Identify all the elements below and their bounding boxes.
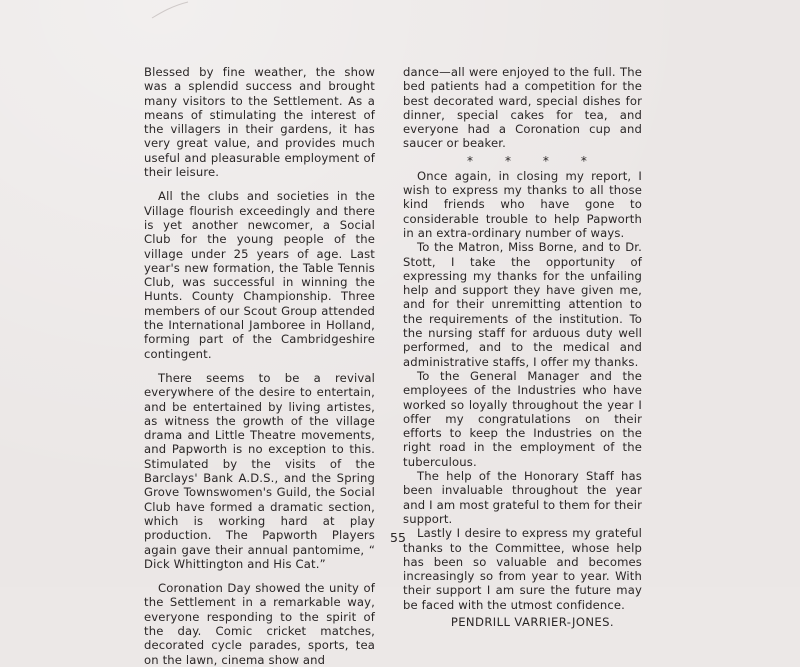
paragraph-matron-doctor: To the Matron, Miss Borne, and to Dr. Stott, I take the opportunity of expressing my thanks for the unfailing help and support they have given me, and for their unremitting attention to the requirements of the institution. To the nursing staff for arduous duty well performed, and to the medical and administrative staffs, I offer my thanks. bbox=[403, 240, 642, 369]
star-glyph: * bbox=[467, 153, 474, 168]
paragraph-industries: To the General Manager and the employees of the Industries who have worked so loyally throughout the year I offer my congratulations on their efforts to keep the Industries on the right road in the employment of the tuberculous. bbox=[403, 368, 642, 469]
paper-crease-mark bbox=[150, 0, 190, 20]
paragraph-clubs-societies: All the clubs and societies in the Village flourish exceedingly and there is yet another newcomer, a Social Club for the young people of the village under 25 years of age. Last year's new formation, the Table Tennis Club, was successful in winning the Hunts. County Championship. Three members of our Scout Group attended the International Jamboree in Holland, forming part of the Cambridgeshire contingent. bbox=[144, 189, 375, 361]
star-glyph: * bbox=[542, 153, 550, 168]
section-divider-stars bbox=[467, 153, 587, 169]
paragraph-drama-revival: There seems to be a revival everywhere of the desire to entertain, and be entertained by living artistes, as witness the growth of the village drama and Little Theatre movements, and Papworth is no exception to this. Stimulated by the visits of the Barclays' Bank A.D.S., and the Spring Grove Townswomen's Guild, the Social Club have formed a dramatic section, which is working hard at play production. The Papworth Players again gave their annual pantomime, “ Dick Whittington and His Cat.” bbox=[144, 370, 375, 571]
star-glyph: * bbox=[580, 153, 587, 168]
paragraph-closing-thanks: Once again, in closing my report, I wish to express my thanks to all those kind friends who have gone to considerable trouble to help Papworth in an extra-ordinary number of ways. bbox=[403, 168, 642, 240]
paragraph-honorary-staff: The help of the Honorary Staff has been invaluable throughout the year and I am most grateful to them for their support. bbox=[403, 469, 642, 526]
paragraph-garden-show: Blessed by fine weather, the show was a splendid success and brought many visitors to the Settlement. As a means of stimulating the interest of the villagers in their gardens, it has very great value, and provides much useful and pleasurable employment of their leisure. bbox=[144, 65, 375, 180]
star-glyph: * bbox=[504, 153, 512, 168]
author-signature: PENDRILL VARRIER-JONES. bbox=[450, 614, 614, 629]
right-column bbox=[403, 65, 642, 629]
paragraph-committee: Lastly I desire to express my grateful thanks to the Committee, whose help has been so valuable and becomes increasingly so from year to year. With their support I am sure the future may be faced with the utmost confidence. bbox=[403, 526, 642, 612]
left-column bbox=[144, 65, 375, 667]
page-number: 55 bbox=[390, 530, 406, 545]
paragraph-coronation-continued: dance—all were enjoyed to the full. The bed patients had a competition for the best decorated ward, special dishes for dinner, special cakes for tea, and everyone had a Coronation cup and saucer or beaker. bbox=[403, 65, 642, 151]
paragraph-coronation-day: Coronation Day showed the unity of the Settlement in a remarkable way, everyone responding to the spirit of the day. Comic cricket matches, decorated cycle parades, sports, tea on the lawn, cinema show and bbox=[144, 581, 375, 667]
